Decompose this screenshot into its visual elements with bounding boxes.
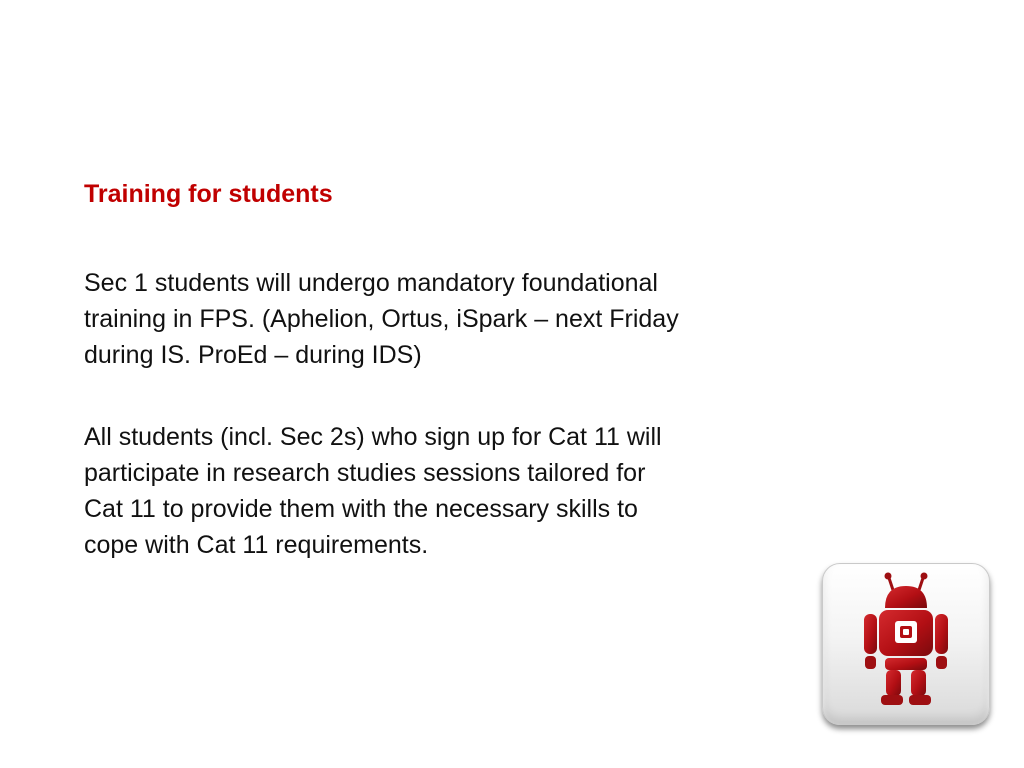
paragraph-sec1-training: Sec 1 students will undergo mandatory foundational training in FPS. (Aphelion, Ortus, iSpark – next Friday during IS. ProEd – during IDS) [84, 269, 679, 369]
slide-content [84, 176, 824, 609]
icon-tile-background [822, 563, 990, 725]
paragraph-cat11-research: All students (incl. Sec 2s) who sign up for Cat 11 will participate in research studies sessions tailored for Cat 11 to provide them with the necessary skills to cope with Cat 11 requirements. [84, 423, 662, 559]
robot-icon [823, 564, 989, 724]
robot-icon-tile [822, 563, 988, 727]
slide-heading: Training for students [84, 180, 333, 208]
